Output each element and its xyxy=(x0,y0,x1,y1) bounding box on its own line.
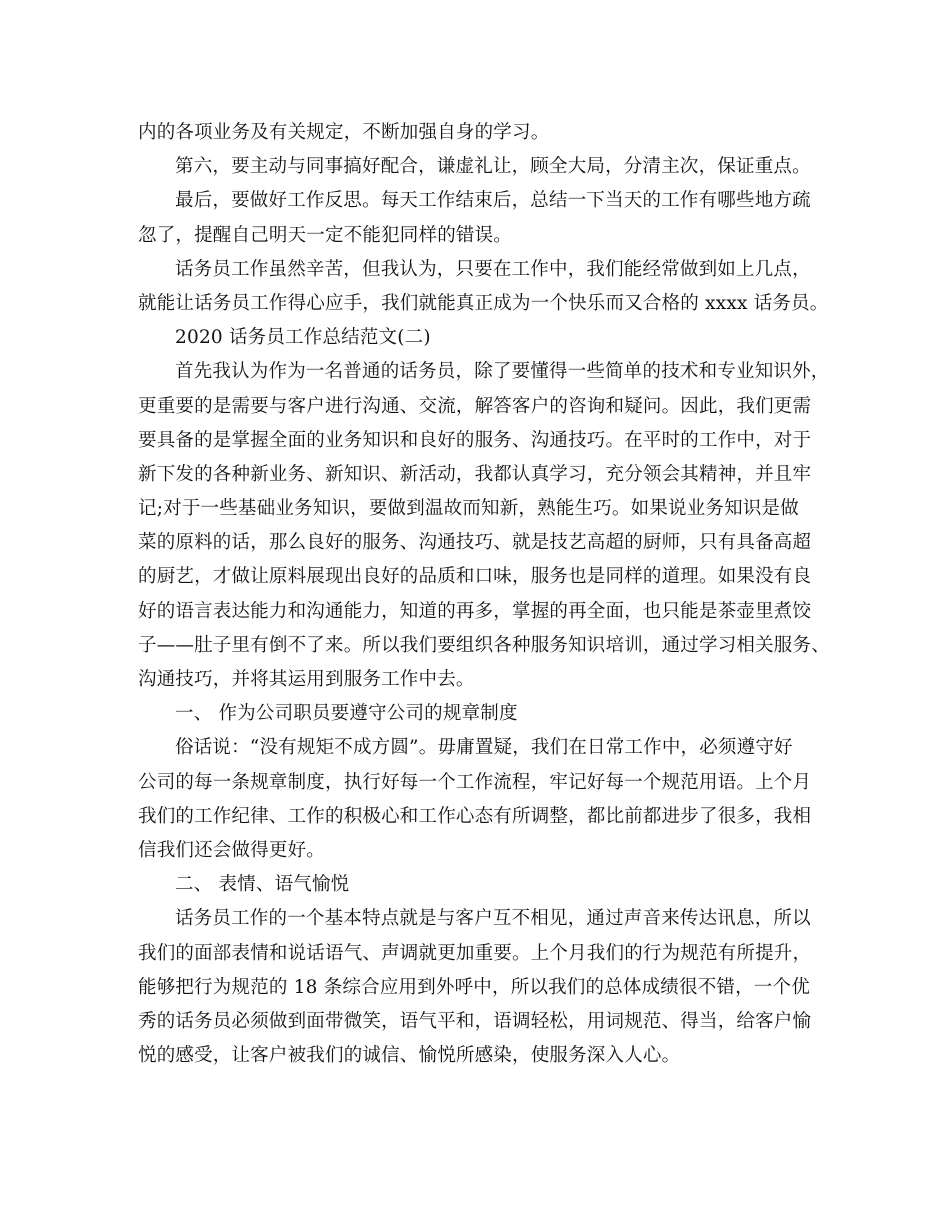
text-line: 要具备的是掌握全面的业务知识和良好的服务、沟通技巧。在平时的工作中，对于 xyxy=(138,429,812,451)
text-line: 菜的原料的话，那么良好的服务、沟通技巧、就是技艺高超的厨师，只有具备高超 xyxy=(138,532,812,554)
text-line: 第六，要主动与同事搞好配合，谦虚礼让，顾全大局，分清主次，保证重点。 xyxy=(175,156,811,178)
text-line: 二、 表情、语气愉悦 xyxy=(175,874,350,896)
text-line: 内的各项业务及有关规定，不断加强自身的学习。 xyxy=(138,122,550,143)
text-line: 子——肚子里有倒不了来。所以我们要组织各种服务知识培训，通过学习相关服务、 xyxy=(138,634,830,656)
text-line: 更重要的是需要与客户进行沟通、交流，解答客户的咨询和疑问。因此，我们更需 xyxy=(138,395,812,417)
text-line: 俗话说：“没有规矩不成方圆”。毋庸置疑，我们在日常工作中，必须遵守好 xyxy=(175,737,793,759)
text-line: 公司的每一条规章制度，执行好每一个工作流程，牢记好每一个规范用语。上个月 xyxy=(138,771,812,793)
text-line: 首先我认为作为一名普通的话务员，除了要懂得一些简单的技术和专业知识外， xyxy=(175,361,830,383)
text-line: 记;对于一些基础业务知识，要做到温故而知新，熟能生巧。如果说业务知识是做 xyxy=(138,498,799,520)
text-line: 就能让话务员工作得心应手，我们就能真正成为一个快乐而又合格的 xxxx 话务员。 xyxy=(138,292,829,314)
text-line: 新下发的各种新业务、新知识、新活动，我都认真学习，充分领会其精神，并且牢 xyxy=(138,463,812,485)
text-line: 信我们还会做得更好。 xyxy=(138,839,326,861)
text-line: 能够把行为规范的 18 条综合应用到外呼中，所以我们的总体成绩很不错，一个优 xyxy=(138,976,810,998)
text-line: 好的语言表达能力和沟通能力，知道的再多，掌握的再全面，也只能是茶壶里煮饺 xyxy=(138,600,812,622)
text-line: 2020 话务员工作总结范文(二) xyxy=(175,327,431,349)
text-line: 最后，要做好工作反思。每天工作结束后，总结一下当天的工作有哪些地方疏 xyxy=(175,190,811,212)
text-line: 我们的工作纪律、工作的积极心和工作心态有所调整，都比前都进步了很多，我相 xyxy=(138,805,812,827)
text-line: 沟通技巧，并将其运用到服务工作中去。 xyxy=(138,669,475,690)
document-body xyxy=(138,116,828,1073)
text-line: 悦的感受，让客户被我们的诚信、愉悦所感染，使服务深入人心。 xyxy=(138,1045,681,1067)
text-line: 一、 作为公司职员要遵守公司的规章制度 xyxy=(175,703,518,725)
text-line: 话务员工作的一个基本特点就是与客户互不相见，通过声音来传达讯息，所以 xyxy=(175,908,811,930)
text-line: 我们的面部表情和说话语气、声调就更加重要。上个月我们的行为规范有所提升， xyxy=(138,942,812,964)
text-line: 秀的话务员必须做到面带微笑，语气平和，语调轻松，用词规范、得当，给客户愉 xyxy=(138,1010,812,1032)
text-line: 的厨艺，才做让原料展现出良好的品质和口味，服务也是同样的道理。如果没有良 xyxy=(138,566,812,588)
text-line: 话务员工作虽然辛苦，但我认为，只要在工作中，我们能经常做到如上几点， xyxy=(175,258,811,280)
text-line: 忽了，提醒自己明天一定不能犯同样的错误。 xyxy=(138,224,513,246)
